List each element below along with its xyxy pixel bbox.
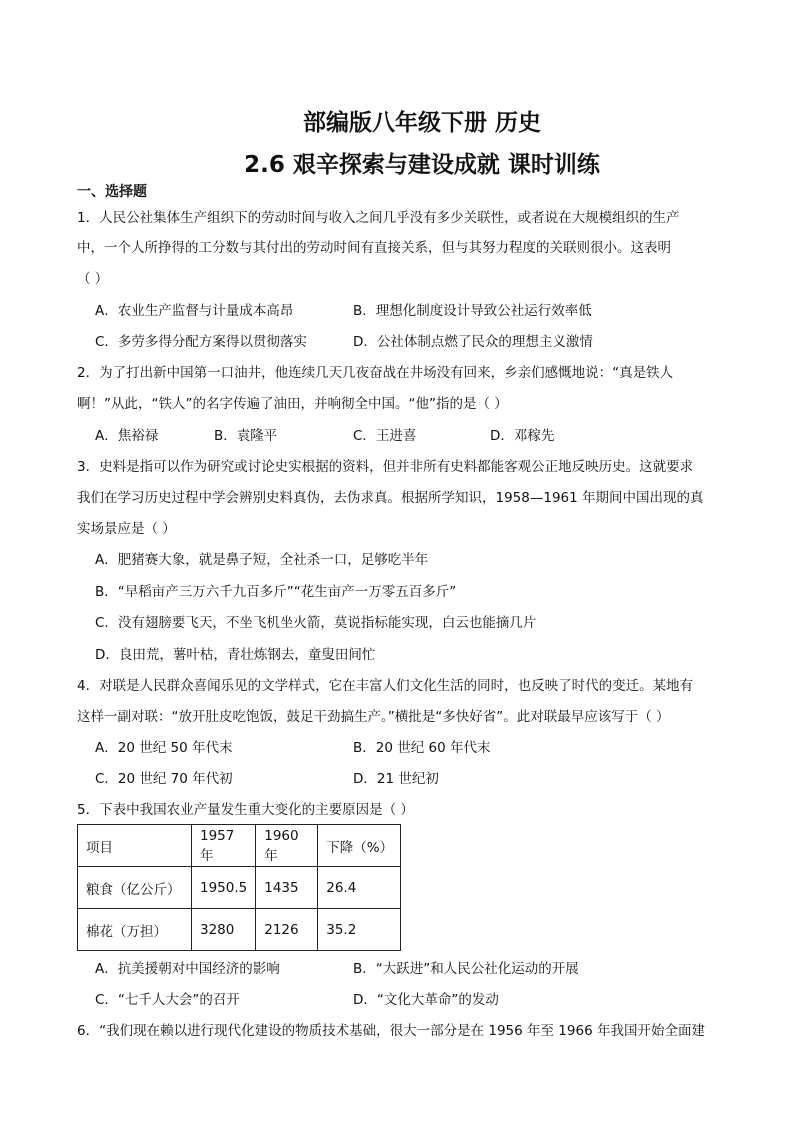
question-5-line-1: 5．下表中我国农业产量发生重大变化的主要原因是（ ） [77,802,414,818]
question-4-line-1: 4．对联是人民群众喜闻乐见的文学样式，它在丰富人们文化生活的同时，也反映了时代的变迁。某地有 [77,678,694,694]
question-1-line-3: （ ） [77,271,109,287]
document-title: 部编版八年级下册 历史 [302,110,541,136]
question-1-option-b[interactable]: B．理想化制度设计导致公社运行效率低 [353,303,592,319]
question-5-option-a[interactable]: A．抗美援朝对中国经济的影响 [95,961,280,977]
question-3-option-d[interactable]: D．良田荒，薯叶枯，青壮炼钢去，童叟田间忙 [95,647,376,663]
question-4-option-b[interactable]: B．20 世纪 60 年代末 [353,740,491,756]
table-header-cell: 1960 年 [256,825,318,867]
table-cell: 棉花（万担） [78,909,192,951]
question-2-line-2: 啊！”从此，“铁人”的名字传遍了油田，并响彻全中国。“他”指的是（ ） [77,396,508,412]
question-2-option-d[interactable]: D．邓稼先 [490,428,555,444]
table-cell: 3280 [192,909,256,951]
table-row [78,867,401,909]
question-3-option-a[interactable]: A．肥猪赛大象，就是鼻子短，全社杀一口，足够吃半年 [95,552,429,568]
table-cell: 26.4 [318,867,401,909]
question-3-line-2: 我们在学习历史过程中学会辨别史料真伪，去伪求真。根据所学知识，1958—1961 年期间中国出现的真 [77,490,704,506]
question-3-option-b[interactable]: B．“早稻亩产三万六千九百多斤”“花生亩产一万零五百多斤” [95,584,457,600]
question-4-line-2: 这样一副对联：“放开肚皮吃饱饭，鼓足干劲搞生产。”横批是“多快好省”。此对联最早应该写于（ ） [77,709,670,725]
question-5-option-c[interactable]: C．“七千人大会”的召开 [95,992,240,1008]
table-cell: 2126 [256,909,318,951]
question-6-line-1: 6．“我们现在赖以进行现代化建设的物质技术基础，很大一部分是在 1956 年至 1966 年我国开始全面建 [77,1023,705,1039]
table-header-cell: 下降（%） [318,825,401,867]
table-cell: 粮食（亿公斤） [78,867,192,909]
document-subtitle: 2.6 艰辛探索与建设成就 课时训练 [244,152,600,178]
question-4-option-a[interactable]: A．20 世纪 50 年代末 [95,740,233,756]
table-header-row [78,825,401,867]
production-table [77,824,401,951]
question-5-option-b[interactable]: B．“大跃进”和人民公社化运动的开展 [353,961,579,977]
question-1-option-a[interactable]: A．农业生产监督与计量成本高昂 [95,303,294,319]
question-1-option-d[interactable]: D．公社体制点燃了民众的理想主义激情 [353,334,593,350]
question-4-option-d[interactable]: D．21 世纪初 [353,771,439,787]
question-2-option-c[interactable]: C．王进喜 [353,428,417,444]
table-cell: 1950.5 [192,867,256,909]
section-heading: 一、选择题 [77,184,147,200]
question-5-option-d[interactable]: D．“文化大革命”的发动 [353,992,499,1008]
question-2-option-b[interactable]: B．袁隆平 [214,428,278,444]
question-2-option-a[interactable]: A．焦裕禄 [95,428,159,444]
table-header-cell: 1957 年 [192,825,256,867]
table-header-cell: 项目 [78,825,192,867]
question-2-line-1: 2．为了打出新中国第一口油井，他连续几天几夜奋战在井场没有回来，乡亲们感慨地说：“真是铁人 [77,365,674,381]
question-1-option-c[interactable]: C．多劳多得分配方案得以贯彻落实 [95,334,307,350]
question-3-line-3: 实场景应是（ ） [77,521,176,537]
table-cell: 35.2 [318,909,401,951]
question-3-option-c[interactable]: C．没有翅膀要飞天，不坐飞机坐火箭，莫说指标能实现，白云也能摘几片 [95,615,537,631]
table-cell: 1435 [256,867,318,909]
question-1-line-1: 1．人民公社集体生产组织下的劳动时间与收入之间几乎没有多少关联性，或者说在大规模组织的生产 [77,210,680,226]
table-row [78,909,401,951]
question-4-option-c[interactable]: C．20 世纪 70 年代初 [95,771,233,787]
question-1-line-2: 中，一个人所挣得的工分数与其付出的劳动时间有直接关系，但与其努力程度的关联则很小。这表明 [77,240,671,256]
question-3-line-1: 3．史料是指可以作为研究或讨论史实根据的资料，但并非所有史料都能客观公正地反映历史。这就要求 [77,459,694,475]
